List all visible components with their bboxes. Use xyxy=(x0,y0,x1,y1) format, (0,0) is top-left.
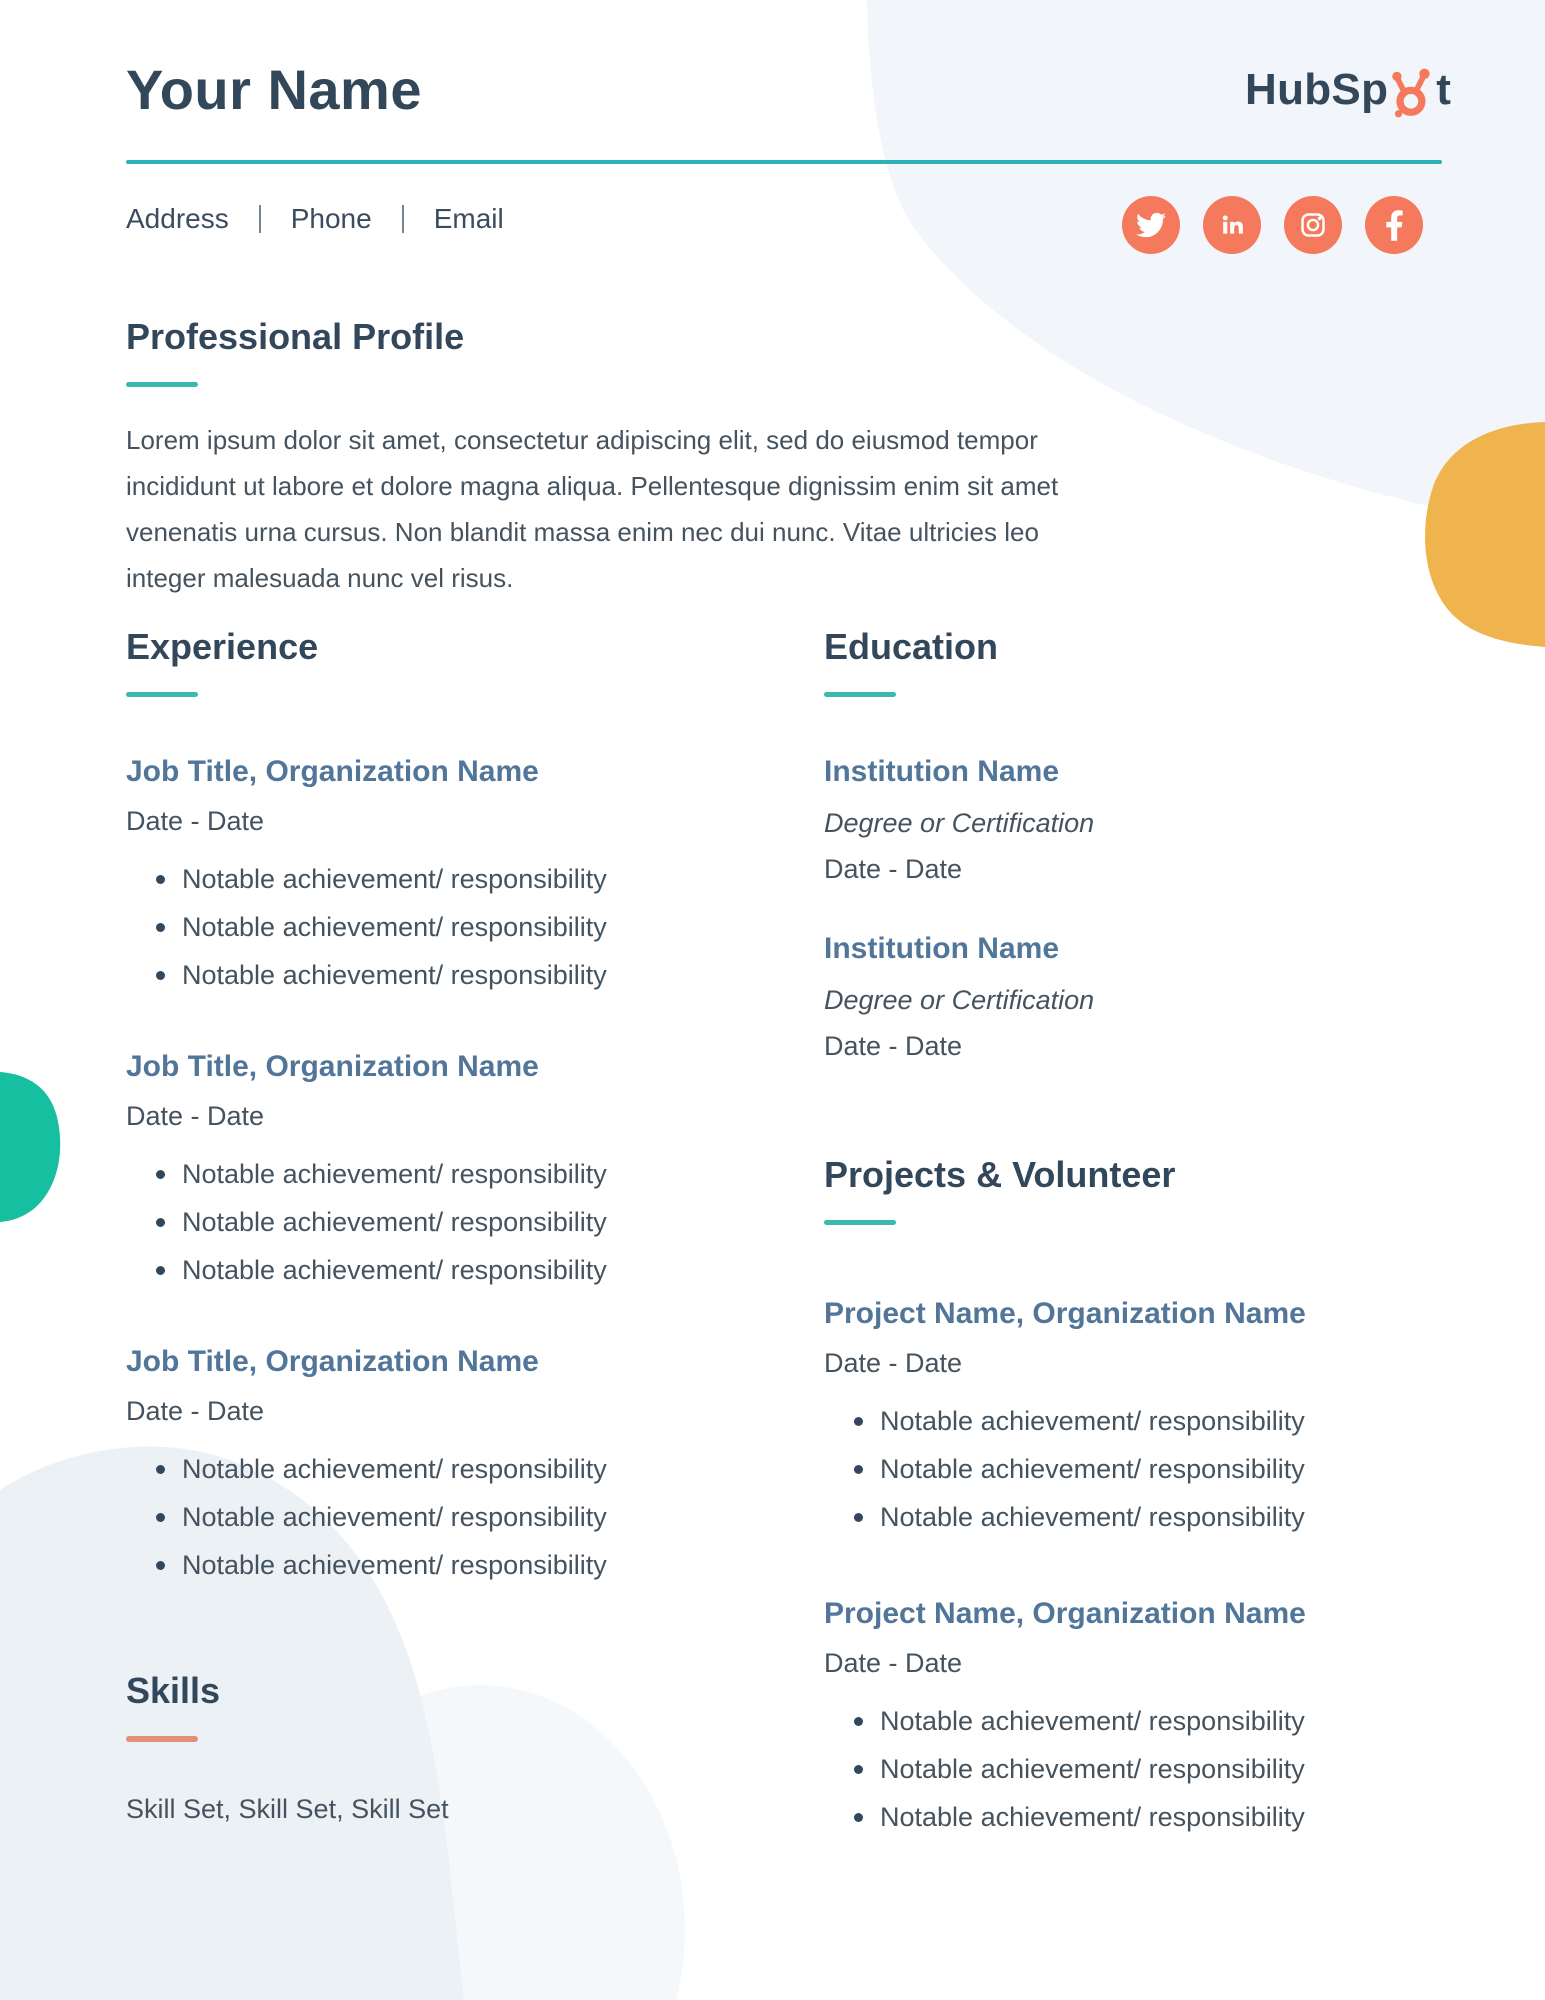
project-bullet: Notable achievement/ responsibility xyxy=(854,1500,1444,1534)
teal-dash xyxy=(126,382,198,387)
teal-dash xyxy=(126,692,198,697)
job-entry xyxy=(126,1344,726,1582)
experience-section xyxy=(126,626,726,1826)
job-bullet: Notable achievement/ responsibility xyxy=(156,1157,726,1191)
social-links xyxy=(1122,196,1423,254)
salmon-dash xyxy=(126,1736,198,1742)
job-title: Job Title, Organization Name xyxy=(126,1345,539,1378)
contact-separator xyxy=(402,205,404,233)
profile-section xyxy=(126,316,1156,601)
contact-email: Email xyxy=(433,203,504,234)
project-bullet: Notable achievement/ responsibility xyxy=(854,1404,1444,1438)
twitter-icon[interactable] xyxy=(1122,196,1180,254)
job-title: Job Title, Organization Name xyxy=(126,1050,539,1083)
contact-separator xyxy=(259,205,261,233)
project-title: Project Name, Organization Name xyxy=(824,1297,1306,1330)
project-list xyxy=(824,1296,1444,1834)
education-date: Date - Date xyxy=(824,1031,963,1061)
hubspot-logo-text-right: t xyxy=(1436,65,1452,114)
education-section xyxy=(824,626,1444,1848)
institution-name: Institution Name xyxy=(824,755,1060,788)
instagram-icon[interactable] xyxy=(1284,196,1342,254)
education-date: Date - Date xyxy=(824,854,963,884)
contact-phone: Phone xyxy=(290,203,372,234)
hubspot-logo xyxy=(1245,62,1451,118)
job-bullet: Notable achievement/ responsibility xyxy=(156,1452,726,1486)
project-bullet-list xyxy=(824,1704,1444,1834)
school-list xyxy=(824,754,1444,1063)
job-bullet-list xyxy=(126,1157,726,1287)
profile-heading: Professional Profile xyxy=(126,316,465,357)
project-bullet: Notable achievement/ responsibility xyxy=(854,1452,1444,1486)
linkedin-icon[interactable] xyxy=(1203,196,1261,254)
job-date: Date - Date xyxy=(126,1396,265,1426)
project-date: Date - Date xyxy=(824,1348,963,1378)
teal-dash xyxy=(824,692,896,697)
project-date: Date - Date xyxy=(824,1648,963,1678)
job-title: Job Title, Organization Name xyxy=(126,755,539,788)
skills-text: Skill Set, Skill Set, Skill Set xyxy=(126,1794,449,1824)
profile-body: Lorem ipsum dolor sit amet, consectetur adipiscing elit, sed do eiusmod tempor incididunt ut labore et dolore magna aliqua. Pellentesque dignissim enim sit amet venenatis urna cursus. Non blandit massa enim nec dui nunc. Vitae ultricies leo integer malesuada nunc vel risus. xyxy=(126,425,1059,593)
job-date: Date - Date xyxy=(126,806,265,836)
contact-address: Address xyxy=(126,203,229,234)
education-entry xyxy=(824,754,1444,886)
job-bullet: Notable achievement/ responsibility xyxy=(156,1548,726,1582)
hubspot-sprocket-icon xyxy=(1389,66,1435,120)
resume-name: Your Name xyxy=(126,58,422,121)
job-bullet: Notable achievement/ responsibility xyxy=(156,1500,726,1534)
project-bullet-list xyxy=(824,1404,1444,1534)
contact-row xyxy=(126,203,504,235)
project-bullet: Notable achievement/ responsibility xyxy=(854,1800,1444,1834)
skills-section xyxy=(126,1670,726,1826)
job-bullet: Notable achievement/ responsibility xyxy=(156,862,726,896)
skills-heading: Skills xyxy=(126,1670,221,1711)
job-entry xyxy=(126,1049,726,1287)
projects-section xyxy=(824,1154,1444,1225)
project-bullet: Notable achievement/ responsibility xyxy=(854,1752,1444,1786)
education-entry xyxy=(824,931,1444,1063)
project-entry xyxy=(824,1296,1444,1534)
project-bullet: Notable achievement/ responsibility xyxy=(854,1704,1444,1738)
job-bullet-list xyxy=(126,1452,726,1582)
degree: Degree or Certification xyxy=(824,985,1095,1015)
header-divider-line xyxy=(126,160,1442,164)
job-entry xyxy=(126,754,726,992)
job-bullet: Notable achievement/ responsibility xyxy=(156,1253,726,1287)
degree: Degree or Certification xyxy=(824,808,1095,838)
job-bullet: Notable achievement/ responsibility xyxy=(156,1205,726,1239)
project-entry xyxy=(824,1596,1444,1834)
facebook-icon[interactable] xyxy=(1365,196,1423,254)
job-bullet: Notable achievement/ responsibility xyxy=(156,910,726,944)
job-bullet-list xyxy=(126,862,726,992)
job-bullet: Notable achievement/ responsibility xyxy=(156,958,726,992)
institution-name: Institution Name xyxy=(824,932,1060,965)
teal-dash xyxy=(824,1220,896,1225)
teal-blob xyxy=(0,1072,60,1222)
education-heading: Education xyxy=(824,626,999,667)
experience-heading: Experience xyxy=(126,626,319,667)
project-title: Project Name, Organization Name xyxy=(824,1597,1306,1630)
job-date: Date - Date xyxy=(126,1101,265,1131)
job-list xyxy=(126,754,726,1582)
hubspot-logo-text-left: HubSp xyxy=(1245,65,1389,114)
projects-heading: Projects & Volunteer xyxy=(824,1154,1176,1195)
